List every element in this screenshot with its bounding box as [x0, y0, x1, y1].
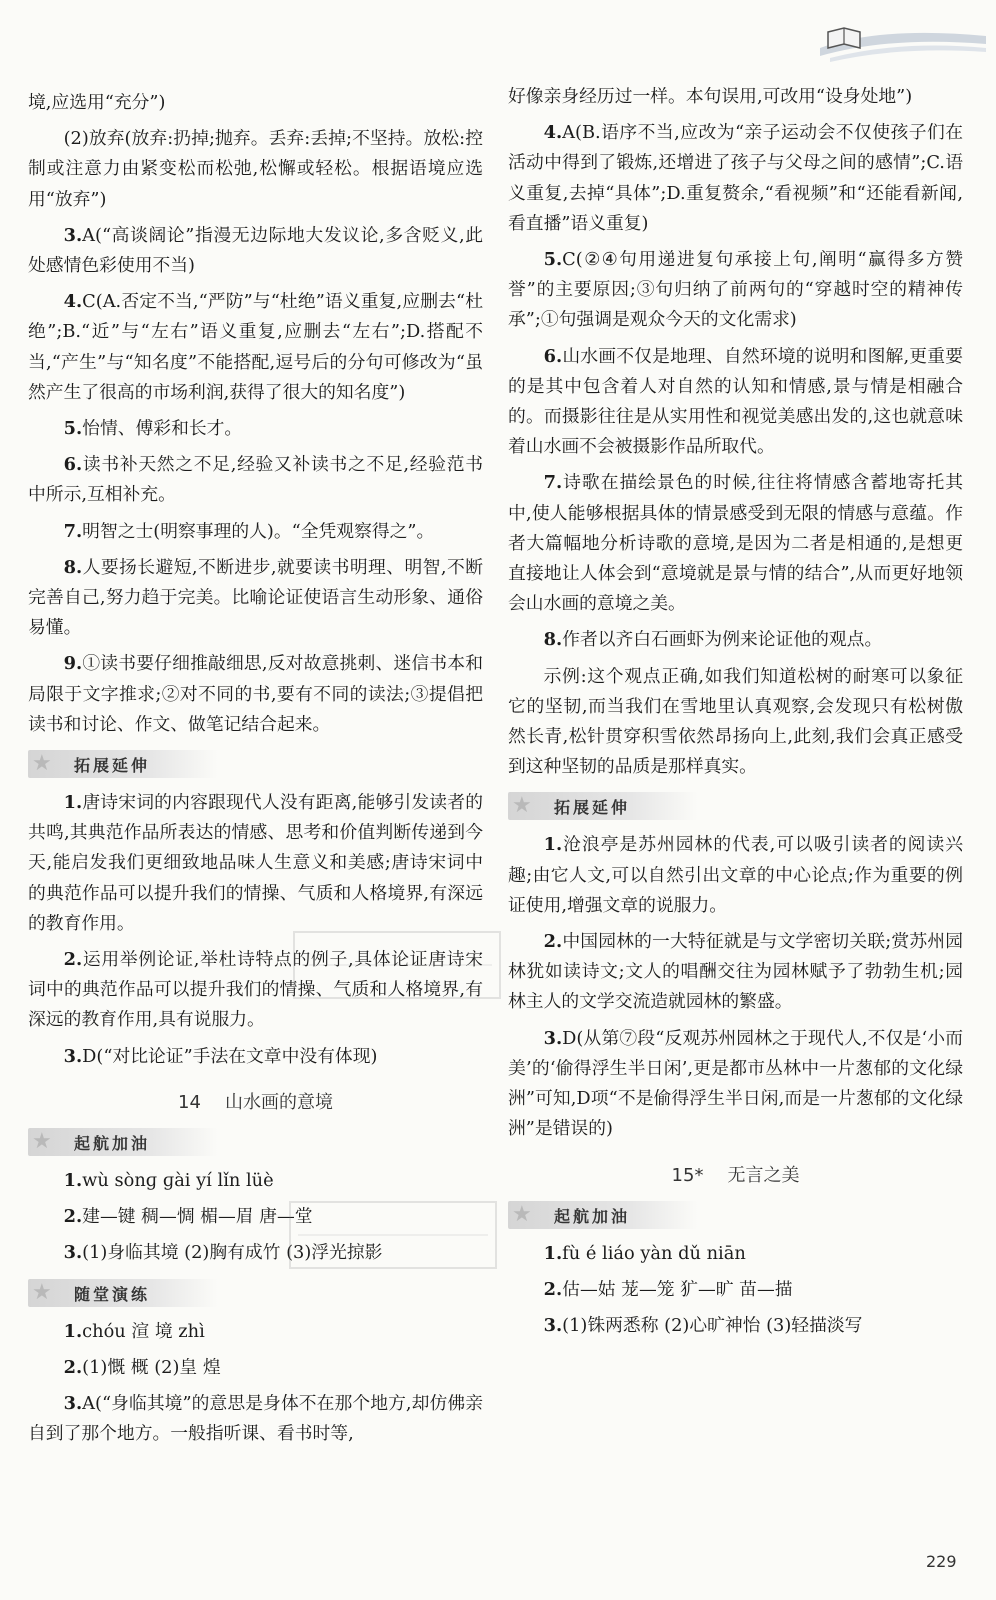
answer-paragraph — [508, 1275, 963, 1305]
item-number: 4. — [63, 291, 83, 313]
item-number: 3. — [63, 1242, 83, 1264]
answer-text: A(“身临其境”的意思是身体不在那个地方,却仿佛亲自到了那个地方。一般指听课、看书时等, — [28, 1392, 483, 1445]
item-number: 2. — [63, 1356, 83, 1378]
answer-text: 唐诗宋词的内容跟现代人没有距离,能够引发读者的共鸣,其典范作品所表达的情感、思考和价值判断传递到今天,能启发我们更细致地品味人生意义和美感;唐诗宋词中的典范作品可以提升我们的情操、气质和人格境界,有深远的教育作用。 — [28, 792, 483, 934]
answer-text: D(从第⑦段“反观苏州园林之于现代人,不仅是‘小而美’的‘偷得浮生半日闲’,更是都市丛林中一片葱郁的文化绿洲”可知,D项“不是偷得浮生半日闲,而是一片葱郁的文化绿洲”是错误的) — [508, 1027, 963, 1140]
answer-text: 山水画不仅是地理、自然环境的说明和图解,更重要的是其中包含着人对自然的认知和情感,景与情是相融合的。而摄影往往是从实用性和视觉美感出发的,这也就意味着山水画不会被摄影作品所取代。 — [508, 345, 963, 458]
answer-paragraph — [508, 625, 963, 655]
answer-paragraph — [28, 414, 483, 444]
answer-text: 建—键 稠—惆 楣—眉 唐—堂 — [82, 1206, 313, 1228]
answer-text: 沧浪亭是苏州园林的代表,可以吸引读者的阅读兴趣;由它人文,可以自然引出文章的中心论点;作为重要的例证使用,增强文章的说服力。 — [508, 834, 963, 916]
item-number: 1. — [63, 792, 83, 814]
answer-text: ①读书要仔细推敲细思,反对故意挑刺、迷信书本和局限于文字推求;②对不同的书,要有不同的读法;③提倡把读书和讨论、作文、做笔记结合起来。 — [28, 653, 483, 735]
answer-text: 境,应选用“充分”) — [28, 92, 166, 113]
answer-text: C(②④句用递进复句承接上句,阐明“赢得多方赞誉”的主要原因;③句归纳了前两句的“穿越时空的精神传承”;①句强调是观众今天的文化需求) — [508, 249, 963, 331]
section-header — [28, 750, 218, 778]
answer-paragraph — [508, 245, 963, 336]
answer-paragraph — [28, 1389, 483, 1449]
answer-paragraph — [28, 1317, 483, 1347]
section-label: 拓展延伸 — [554, 798, 631, 818]
answer-paragraph — [508, 1239, 963, 1269]
item-number: 1. — [63, 1169, 83, 1191]
answer-text: fù é liáo yàn dǔ niān — [562, 1242, 746, 1264]
answer-text: 中国园林的一大特征就是与文学密切关联;赏苏州园林犹如读诗文;文人的唱酬交往为园林赋予了勃勃生机;园林主人的文学交流造就园林的繁盛。 — [508, 931, 963, 1013]
item-number: 6. — [63, 454, 83, 476]
item-number: 2. — [543, 1278, 563, 1300]
answer-paragraph — [508, 927, 963, 1018]
chapter-name: 无言之美 — [727, 1164, 800, 1186]
item-number: 6. — [543, 345, 563, 367]
section-header — [508, 792, 698, 820]
answer-paragraph — [28, 553, 483, 644]
answer-text: 诗歌在描绘景色的时候,往往将情感含蓄地寄托其中,使人能够根据具体的情景感受到无限的情感与意蕴。作者大篇幅地分析诗歌的意境,是因为二者是相通的,是想更直接地让人体会到“意境就是景与情的结合”,从而更好地领会山水画的意境之美。 — [508, 472, 963, 615]
answer-text: A(B.语序不当,应改为“亲子运动会不仅使孩子们在活动中得到了锻炼,还增进了孩子与父母之间的感情”;C.语义重复,去掉“具体”;D.重复赘余,“看视频”和“还能看新闻,看直播”语义重复) — [508, 122, 963, 234]
answer-text: (1)铢两悉称 (2)心旷神怡 (3)轻描淡写 — [562, 1314, 863, 1336]
item-number: 3. — [63, 224, 83, 246]
section-label: 随堂演练 — [74, 1284, 151, 1304]
item-number: 3. — [63, 1392, 83, 1414]
star-icon: ★ — [512, 793, 532, 819]
chapter-number: 15* — [671, 1164, 704, 1186]
item-number: 2. — [543, 931, 563, 953]
chapter-title — [28, 1088, 483, 1114]
answer-text: 怡情、傅彩和长才。 — [82, 418, 243, 440]
watermark-seal-icon — [292, 930, 502, 1000]
answer-paragraph — [28, 649, 483, 740]
answer-paragraph — [508, 468, 963, 619]
item-number: 7. — [543, 472, 563, 494]
item-number: 2. — [63, 1206, 83, 1228]
item-number: 1. — [63, 1320, 83, 1342]
section-header — [28, 1128, 218, 1156]
book-header-decoration-icon — [820, 18, 986, 66]
answer-paragraph — [508, 118, 963, 239]
answer-paragraph — [508, 82, 963, 112]
right-column — [508, 82, 963, 1347]
answer-text: 估—姑 茏—笼 犷—旷 苗—描 — [562, 1278, 793, 1300]
answer-text: D(“对比论证”手法在文章中没有体现) — [82, 1045, 378, 1067]
star-icon: ★ — [512, 1201, 532, 1227]
item-number: 5. — [63, 418, 83, 440]
star-icon: ★ — [32, 751, 52, 777]
item-number: 8. — [543, 629, 563, 651]
item-number: 4. — [543, 122, 563, 144]
section-label: 拓展延伸 — [74, 756, 151, 776]
item-number: 8. — [63, 556, 83, 578]
answer-text: chóu 渲 境 zhì — [82, 1320, 205, 1342]
answer-text: 人要扬长避短,不断进步,就要读书明理、明智,不断完善自己,努力趋于完美。比喻论证使语言生动形象、通俗易懂。 — [28, 556, 483, 639]
star-icon: ★ — [32, 1128, 52, 1154]
page-number: 229 — [926, 1552, 957, 1571]
answer-paragraph — [508, 342, 963, 463]
item-number: 9. — [63, 653, 83, 675]
answer-paragraph — [28, 1353, 483, 1383]
answer-paragraph — [508, 830, 963, 921]
chapter-number: 14 — [178, 1091, 201, 1113]
answer-paragraph — [28, 1166, 483, 1196]
answer-text: 运用举例论证,举杜诗特点的例子,具体论证唐诗宋词中的典范作品可以提升我们的情操、气质和人格境界,有深远的教育作用,具有说服力。 — [28, 949, 483, 1031]
answer-text: C(A.否定不当,“严防”与“杜绝”语义重复,应删去“杜绝”;B.“近”与“左右”语义重复,应删去“左右”;D.搭配不当,“产生”与“知名度”不能搭配,逗号后的分句可修改为“虽然产生了很高的市场利润,获得了很大的知名度”) — [28, 291, 483, 403]
answer-text: 明智之士(明察事理的人)。“全凭观察得之”。 — [82, 520, 435, 542]
item-number: 7. — [63, 520, 83, 542]
answer-paragraph — [508, 662, 963, 783]
answer-paragraph — [28, 124, 483, 215]
section-header — [508, 1201, 698, 1229]
section-header — [28, 1279, 218, 1307]
answer-text: 好像亲身经历过一样。本句误用,可改用“设身处地”) — [508, 86, 913, 107]
answer-paragraph — [508, 1024, 963, 1145]
item-number: 5. — [543, 249, 563, 271]
answer-paragraph — [28, 88, 483, 118]
answer-text: A(“高谈阔论”指漫无边际地大发议论,多含贬义,此处感情色彩使用不当) — [28, 224, 483, 277]
section-label: 起航加油 — [554, 1206, 631, 1226]
answer-text: 示例:这个观点正确,如我们知道松树的耐寒可以象征它的坚韧,而当我们在雪地里认真观察,会发现只有松树傲然长青,松针贯穿积雪依然昂扬向上,此刻,我们会真正感受到这种坚韧的品质是那样真实。 — [508, 665, 963, 778]
answer-text: (1)慨 概 (2)皇 煌 — [82, 1356, 221, 1378]
chapter-name: 山水画的意境 — [224, 1091, 333, 1113]
star-icon: ★ — [32, 1279, 52, 1305]
answer-paragraph — [28, 450, 483, 510]
answer-text: 读书补天然之不足,经验又补读书之不足,经验范书中所示,互相补充。 — [28, 454, 483, 506]
answer-text: (1)身临其境 (2)胸有成竹 (3)浮光掠影 — [82, 1242, 383, 1264]
answer-paragraph — [28, 221, 483, 281]
answer-paragraph — [28, 1042, 483, 1072]
answer-text: wù sònɡ ɡài yí lǐn lüè — [82, 1169, 274, 1191]
item-number: 3. — [63, 1045, 83, 1067]
section-label: 起航加油 — [74, 1133, 151, 1153]
item-number: 3. — [543, 1027, 563, 1049]
item-number: 1. — [543, 834, 563, 856]
answer-paragraph — [28, 788, 483, 939]
item-number: 2. — [63, 949, 83, 971]
answer-paragraph — [508, 1311, 963, 1341]
answer-text: 作者以齐白石画虾为例来论证他的观点。 — [562, 629, 883, 651]
answer-paragraph — [28, 287, 483, 408]
item-number: 1. — [543, 1242, 563, 1264]
answer-text: (2)放弃(放弃:扔掉;抛弃。丢弃:丢掉;不坚持。放松:控制或注意力由紧变松而松弛,松懈或轻松。根据语境应选用“放弃”) — [28, 128, 483, 210]
answer-paragraph — [28, 517, 483, 547]
chapter-title — [508, 1161, 963, 1187]
item-number: 3. — [543, 1314, 563, 1336]
watermark-seal-icon — [288, 1200, 498, 1270]
